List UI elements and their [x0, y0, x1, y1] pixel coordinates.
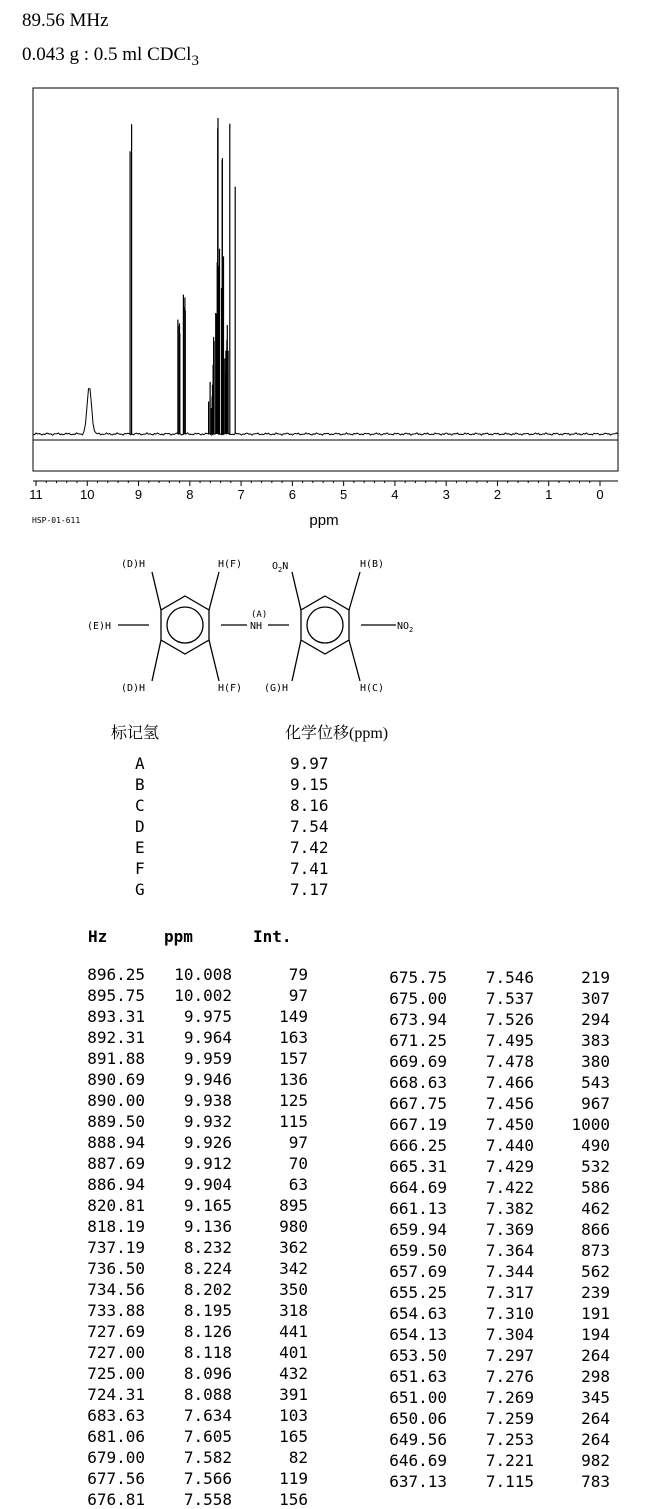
- peak-ppm: 7.310: [485, 1304, 534, 1323]
- peak-ppm: 9.926: [183, 1133, 232, 1152]
- peak-int: 239: [581, 1283, 610, 1302]
- peak-int: 264: [581, 1430, 610, 1449]
- peak-ppm: 9.136: [183, 1217, 232, 1236]
- peak-ppm: 7.456: [485, 1094, 534, 1113]
- peak-hz: 673.94: [389, 1010, 447, 1029]
- assignment-shift: 7.54: [290, 817, 329, 836]
- peak-hz: 653.50: [389, 1346, 447, 1365]
- peak-int: 895: [279, 1196, 308, 1215]
- x-axis-label: ppm: [309, 512, 339, 529]
- x-tick-label: 7: [237, 487, 245, 502]
- peak-ppm: 7.221: [485, 1451, 534, 1470]
- peak-int: 441: [279, 1322, 308, 1341]
- peak-hz: 890.69: [87, 1070, 145, 1089]
- peak-int: 191: [581, 1304, 610, 1323]
- peak-int: 264: [581, 1346, 610, 1365]
- peak-hz: 654.13: [389, 1325, 447, 1344]
- peak-int: 103: [279, 1406, 308, 1425]
- label-a: (A): [251, 610, 268, 620]
- peak-int: 362: [279, 1238, 308, 1257]
- peak-hz: 736.50: [87, 1259, 145, 1278]
- peak-ppm: 7.566: [183, 1469, 232, 1488]
- peak-int: 562: [581, 1262, 610, 1281]
- peak-int: 967: [581, 1094, 610, 1113]
- peak-int: 1000: [571, 1115, 610, 1134]
- peak-ppm: 9.912: [183, 1154, 232, 1173]
- peak-int: 783: [581, 1472, 610, 1491]
- peak-int: 264: [581, 1409, 610, 1428]
- x-tick-label: 1: [545, 487, 553, 502]
- peak-hz: 667.19: [389, 1115, 447, 1134]
- peak-hz: 669.69: [389, 1052, 447, 1071]
- peak-ppm: 7.526: [485, 1010, 534, 1029]
- peak-int: 391: [279, 1385, 308, 1404]
- peak-ppm: 9.938: [183, 1091, 232, 1110]
- x-tick-label: 4: [391, 487, 399, 502]
- bond-no2-ortho: [292, 572, 301, 610]
- x-tick-label: 3: [442, 487, 450, 502]
- assignment-label: C: [135, 796, 145, 815]
- peak-int: 586: [581, 1178, 610, 1197]
- assignment-label: E: [135, 838, 145, 857]
- peak-hz: 650.06: [389, 1409, 447, 1428]
- peak-ppm: 9.959: [183, 1049, 232, 1068]
- peak-ppm: 9.975: [183, 1007, 232, 1026]
- assignment-label: G: [135, 880, 145, 899]
- peak-int: 982: [581, 1451, 610, 1470]
- bond-hb: [349, 572, 360, 610]
- peak-ppm: 8.126: [183, 1322, 232, 1341]
- o2n-o: O: [272, 561, 279, 572]
- assignment-shift: 9.15: [290, 775, 329, 794]
- peak-ppm: 8.202: [183, 1280, 232, 1299]
- peak-int: 70: [288, 1154, 308, 1173]
- peak-int: 318: [279, 1301, 308, 1320]
- peak-int: 156: [279, 1490, 308, 1509]
- label-dh-bottom: (D)H: [121, 683, 146, 694]
- peak-int: 97: [288, 1133, 308, 1152]
- peak-int: 125: [279, 1091, 308, 1110]
- peak-ppm: 9.964: [183, 1028, 232, 1047]
- peak-int: 307: [581, 989, 610, 1008]
- peak-hz: 651.00: [389, 1388, 447, 1407]
- left-aromatic-circle: [167, 607, 203, 643]
- peak-hz: 679.00: [87, 1448, 145, 1467]
- peak-ppm: 7.317: [485, 1283, 534, 1302]
- peak-int: 294: [581, 1010, 610, 1029]
- peak-ppm: 7.382: [485, 1199, 534, 1218]
- label-nh: NH: [250, 621, 263, 632]
- no2-2: 2: [409, 626, 414, 634]
- peak-ppm: 7.297: [485, 1346, 534, 1365]
- peak-int: 165: [279, 1427, 308, 1446]
- peak-hz: 676.81: [87, 1490, 145, 1509]
- peak-ppm: 7.582: [183, 1448, 232, 1467]
- assignment-shift: 7.41: [290, 859, 329, 878]
- peak-hz: 681.06: [87, 1427, 145, 1446]
- label-hb: H(B): [360, 559, 385, 570]
- bond-gh: [292, 640, 301, 681]
- peak-int: 866: [581, 1220, 610, 1239]
- peak-int: 136: [279, 1070, 308, 1089]
- peak-hz: 677.56: [87, 1469, 145, 1488]
- peak-ppm: 7.253: [485, 1430, 534, 1449]
- peak-hz: 734.56: [87, 1280, 145, 1299]
- bond-dh-bottom: [152, 640, 161, 681]
- peak-ppm: 7.344: [485, 1262, 534, 1281]
- peak-hz: 657.69: [389, 1262, 447, 1281]
- assignment-shift: 7.42: [290, 838, 329, 857]
- peak-int: 194: [581, 1325, 610, 1344]
- peak-ppm: 7.429: [485, 1157, 534, 1176]
- peak-hz: 892.31: [87, 1028, 145, 1047]
- peak-hz: 733.88: [87, 1301, 145, 1320]
- assignment-header-shift: 化学位移(ppm): [285, 725, 389, 742]
- peak-int: 82: [288, 1448, 308, 1467]
- peak-hz: 651.63: [389, 1367, 447, 1386]
- peak-int: 157: [279, 1049, 308, 1068]
- peak-hz: 659.50: [389, 1241, 447, 1260]
- peak-ppm: 7.537: [485, 989, 534, 1008]
- assignment-header-label: 标记氢: [111, 725, 160, 742]
- label-eh: (E)H: [87, 621, 112, 632]
- peak-ppm: 10.002: [174, 986, 232, 1005]
- peak-int: 298: [581, 1367, 610, 1386]
- peak-ppm: 7.546: [485, 968, 534, 987]
- peak-int: 345: [581, 1388, 610, 1407]
- concentration-subscript: 3: [191, 52, 199, 69]
- x-tick-label: 8: [186, 487, 194, 502]
- peak-hz: 654.63: [389, 1304, 447, 1323]
- left-benzene-ring: [161, 596, 209, 654]
- peak-hz: 671.25: [389, 1031, 447, 1050]
- peak-int: 350: [279, 1280, 308, 1299]
- bond-hf-bottom: [209, 640, 219, 681]
- o2n-2: 2: [278, 566, 283, 574]
- peak-ppm: 8.195: [183, 1301, 232, 1320]
- peak-ppm: 7.634: [183, 1406, 232, 1425]
- peak-hz: 666.25: [389, 1136, 447, 1155]
- o2n-n: N: [282, 561, 289, 572]
- peak-ppm: 7.364: [485, 1241, 534, 1260]
- peak-hz: 888.94: [87, 1133, 145, 1152]
- right-aromatic-circle: [307, 607, 343, 643]
- peak-hz: 659.94: [389, 1220, 447, 1239]
- peak-hz: 665.31: [389, 1157, 447, 1176]
- x-tick-label: 0: [596, 487, 604, 502]
- peak-hz: 675.00: [389, 989, 447, 1008]
- label-hf-top: H(F): [218, 559, 243, 570]
- peak-hz: 891.88: [87, 1049, 145, 1068]
- label-gh: (G)H: [264, 683, 289, 694]
- peak-ppm: 7.259: [485, 1409, 534, 1428]
- peak-ppm: 7.605: [183, 1427, 232, 1446]
- assignment-shift: 8.16: [290, 796, 329, 815]
- label-o2n: [272, 561, 288, 574]
- peak-ppm: 8.096: [183, 1364, 232, 1383]
- peak-header-int: Int.: [253, 927, 292, 946]
- peak-int: 219: [581, 968, 610, 987]
- label-dh-top: (D)H: [121, 559, 146, 570]
- x-tick-label: 6: [288, 487, 296, 502]
- peak-int: 342: [279, 1259, 308, 1278]
- peak-hz: 661.13: [389, 1199, 447, 1218]
- peak-int: 115: [279, 1112, 308, 1131]
- peak-int: 149: [279, 1007, 308, 1026]
- peak-hz: 818.19: [87, 1217, 145, 1236]
- peak-hz: 886.94: [87, 1175, 145, 1194]
- peak-hz: 675.75: [389, 968, 447, 987]
- peak-int: 383: [581, 1031, 610, 1050]
- peak-hz: 896.25: [87, 965, 145, 984]
- assignment-shift: 9.97: [290, 754, 329, 773]
- x-tick-label: 2: [493, 487, 502, 502]
- peak-int: 873: [581, 1241, 610, 1260]
- peak-int: 79: [288, 965, 308, 984]
- peak-int: 532: [581, 1157, 610, 1176]
- peak-hz: 727.00: [87, 1343, 145, 1362]
- peak-ppm: 7.276: [485, 1367, 534, 1386]
- peak-hz: 649.56: [389, 1430, 447, 1449]
- peak-int: 119: [279, 1469, 308, 1488]
- peak-ppm: 7.466: [485, 1073, 534, 1092]
- label-hc: H(C): [360, 683, 385, 694]
- peak-ppm: 8.118: [183, 1343, 232, 1362]
- peak-ppm: 7.450: [485, 1115, 534, 1134]
- peak-hz: 895.75: [87, 986, 145, 1005]
- concentration-text: 0.043 g : 0.5 ml CDCl: [22, 44, 192, 65]
- spectrum-code: HSP-01-611: [32, 516, 81, 525]
- peak-ppm: 9.946: [183, 1070, 232, 1089]
- spectrometer-frequency: 89.56 MHz: [22, 10, 109, 31]
- peak-int: 543: [581, 1073, 610, 1092]
- peak-hz: 646.69: [389, 1451, 447, 1470]
- peak-hz: 890.00: [87, 1091, 145, 1110]
- peak-int: 980: [279, 1217, 308, 1236]
- x-tick-label: 10: [80, 487, 95, 502]
- peak-ppm: 7.495: [485, 1031, 534, 1050]
- peak-ppm: 10.008: [174, 965, 232, 984]
- peak-int: 97: [288, 986, 308, 1005]
- x-tick-label: 9: [134, 487, 143, 502]
- peak-header-ppm: ppm: [164, 927, 193, 946]
- peak-ppm: 7.422: [485, 1178, 534, 1197]
- peak-header-hz: Hz: [88, 927, 108, 946]
- peak-ppm: 7.478: [485, 1052, 534, 1071]
- right-benzene-ring: [301, 596, 349, 654]
- peak-ppm: 8.232: [183, 1238, 232, 1257]
- peak-int: 490: [581, 1136, 610, 1155]
- peak-int: 63: [288, 1175, 308, 1194]
- molecule-structure: [0, 0, 652, 700]
- no2-no: NO: [397, 621, 410, 632]
- peak-hz: 668.63: [389, 1073, 447, 1092]
- peak-int: 163: [279, 1028, 308, 1047]
- peak-ppm: 7.304: [485, 1325, 534, 1344]
- assignment-label: F: [135, 859, 145, 878]
- peak-int: 380: [581, 1052, 610, 1071]
- assignment-label: B: [135, 775, 145, 794]
- peak-ppm: 8.088: [183, 1385, 232, 1404]
- peak-hz: 655.25: [389, 1283, 447, 1302]
- peak-hz: 664.69: [389, 1178, 447, 1197]
- x-tick-label: 5: [340, 487, 348, 502]
- assignment-label: D: [135, 817, 145, 836]
- peak-ppm: 7.269: [485, 1388, 534, 1407]
- label-hf-bottom: H(F): [218, 683, 243, 694]
- peak-hz: 820.81: [87, 1196, 145, 1215]
- peak-hz: 725.00: [87, 1364, 145, 1383]
- peak-hz: 727.69: [87, 1322, 145, 1341]
- bond-dh-top: [152, 572, 161, 610]
- bond-hf-top: [209, 572, 219, 610]
- peak-ppm: 9.904: [183, 1175, 232, 1194]
- peak-int: 462: [581, 1199, 610, 1218]
- x-tick-label: 11: [29, 487, 43, 502]
- label-no2: [397, 621, 413, 634]
- peak-hz: 724.31: [87, 1385, 145, 1404]
- peak-int: 401: [279, 1343, 308, 1362]
- peak-hz: 637.13: [389, 1472, 447, 1491]
- peak-hz: 683.63: [87, 1406, 145, 1425]
- assignment-shift: 7.17: [290, 880, 329, 899]
- peak-hz: 737.19: [87, 1238, 145, 1257]
- assignment-label: A: [135, 754, 145, 773]
- peak-ppm: 7.558: [183, 1490, 232, 1509]
- peak-ppm: 7.369: [485, 1220, 534, 1239]
- peak-ppm: 8.224: [183, 1259, 232, 1278]
- peak-hz: 887.69: [87, 1154, 145, 1173]
- peak-ppm: 7.115: [485, 1472, 534, 1491]
- peak-ppm: 7.440: [485, 1136, 534, 1155]
- peak-hz: 667.75: [389, 1094, 447, 1113]
- peak-hz: 889.50: [87, 1112, 145, 1131]
- peak-ppm: 9.165: [183, 1196, 232, 1215]
- peak-int: 432: [279, 1364, 308, 1383]
- peak-hz: 893.31: [87, 1007, 145, 1026]
- peak-ppm: 9.932: [183, 1112, 232, 1131]
- bond-hc: [349, 640, 360, 681]
